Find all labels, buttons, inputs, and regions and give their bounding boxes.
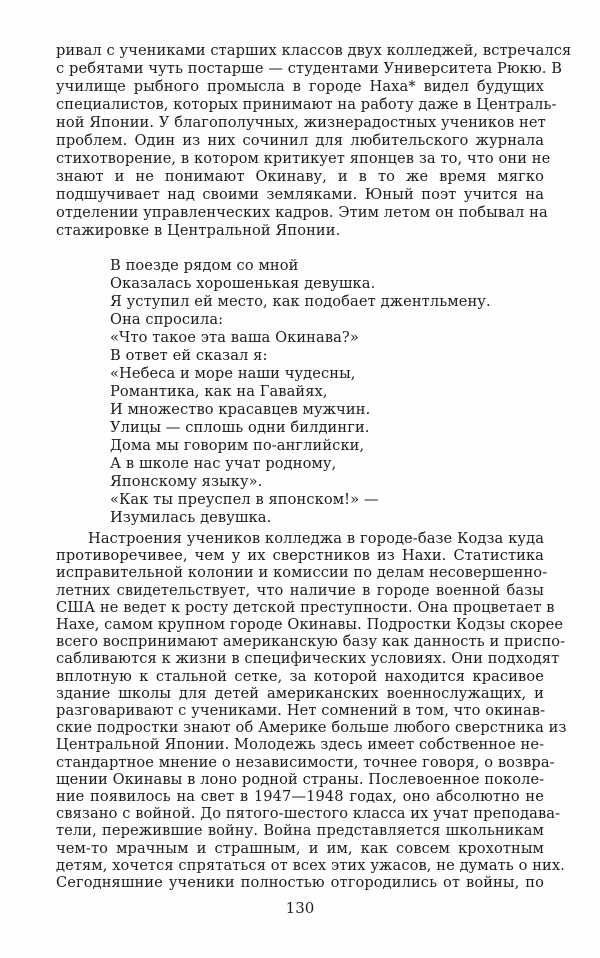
text-line: ной Японии. У благополучных, жизнерадостных учеников нет (56, 114, 546, 131)
poem-line: Романтика, как на Гавайях, (110, 383, 328, 400)
text-line: Центральной Японии. Молодежь здесь имеет собственное не- (56, 736, 545, 754)
poem-line: А в школе нас учат родному, (110, 455, 337, 472)
text-line: здание школы для детей американских военнослужащих, и (56, 684, 544, 702)
text-line: детям, хочется спрятаться от всех этих ужасов, не думать о них. (56, 856, 565, 874)
text-line: разговаривают с учениками. Нет сомнений в том, что окинав- (56, 702, 546, 719)
text-line: США не ведет к росту детской преступности. Она процветает в (56, 598, 555, 616)
poem-line: Дома мы говорим по-английски, (110, 437, 365, 454)
text-line: вплотную к стальной сетке, за которой находится красивое (56, 667, 544, 685)
page-number: 130 (285, 899, 315, 918)
poem-line: Изумилась девушка. (110, 509, 272, 526)
text-line: ривал с учениками старших классов двух колледжей, встречался (56, 42, 572, 59)
poem-line: «Небеса и море наши чудесны, (110, 365, 356, 382)
text-line: всего воспринимают американскую базу как данность и приспо- (56, 633, 566, 651)
text-line: Сегодняшние ученики полностью отгородились от войны, по (56, 874, 544, 891)
text-line: стихотворение, в котором критикует японцев за то, что они не (56, 150, 551, 167)
text-line: связано с войной. До пятого-шестого класса их учат преподава- (56, 805, 561, 823)
poem-line: В поезде рядом со мной (110, 257, 299, 274)
text-line: сабливаются к жизни в специфических условиях. Они подходят (56, 650, 560, 668)
text-line: ние появилось на свет в 1947—1948 годах, оно абсолютно не (56, 788, 544, 805)
text-line: училище рыбного промысла в городе Наха* видел будущих (56, 78, 544, 95)
text-line: Настроения учеников колледжа в городе-базе Кодза куда (88, 530, 544, 547)
text-line: ские подростки знают об Америке больше любого сверстника из (56, 719, 567, 737)
poem-line: И множество красавцев мужчин. (110, 401, 371, 418)
text-line: проблем. Один из них сочинил для любительского журнала (56, 132, 544, 149)
poem-line: В ответ ей сказал я: (110, 347, 268, 364)
text-line: знают и не понимают Окинаву, и в то же время мягко (56, 168, 544, 185)
poem-line: Улицы — сплошь одни билдинги. (110, 419, 370, 436)
poem-line: Она спросила: (110, 311, 224, 328)
text-line: специалистов, которых принимают на работу даже в Централь- (56, 96, 557, 113)
text-line: подшучивает над своими земляками. Юный поэт учится на (56, 186, 544, 203)
poem-line: Оказалась хорошенькая девушка. (110, 275, 376, 292)
text-line: с ребятами чуть постарше — студентами Университета Рюкю. В (56, 60, 563, 77)
poem-line: «Что такое эта ваша Окинава?» (110, 329, 359, 346)
text-line: исправительной колонии и комиссии по делам несовершенно- (56, 564, 548, 582)
text-line: тели, пережившие войну. Война представляется школьникам (56, 822, 544, 840)
text-line: стандартное мнение о независимости, точнее говоря, о возвра- (56, 753, 555, 771)
text-line: стажировке в Центральной Японии. (56, 222, 341, 239)
text-line: Нахе, самом крупном городе Окинавы. Подростки Кодзы скорее (56, 616, 564, 633)
text-line: чем-то мрачным и страшным, и им, как совсем крохотным (56, 839, 544, 857)
text-line: щении Окинавы в лоно родной страны. Послевоенное поколе- (56, 770, 545, 788)
poem-line: Японскому языку». (110, 473, 263, 490)
text-line: отделении управленческих кадров. Этим летом он побывал на (56, 204, 548, 221)
text-line: летних свидетельствует, что наличие в городе военной базы (56, 581, 544, 599)
poem-line: Я уступил ей место, как подобает джентльмену. (110, 293, 491, 310)
text-line: противоречивее, чем у их сверстников из Нахи. Статистика (56, 547, 544, 565)
poem-line: «Как ты преуспел в японском!» — (110, 491, 379, 508)
